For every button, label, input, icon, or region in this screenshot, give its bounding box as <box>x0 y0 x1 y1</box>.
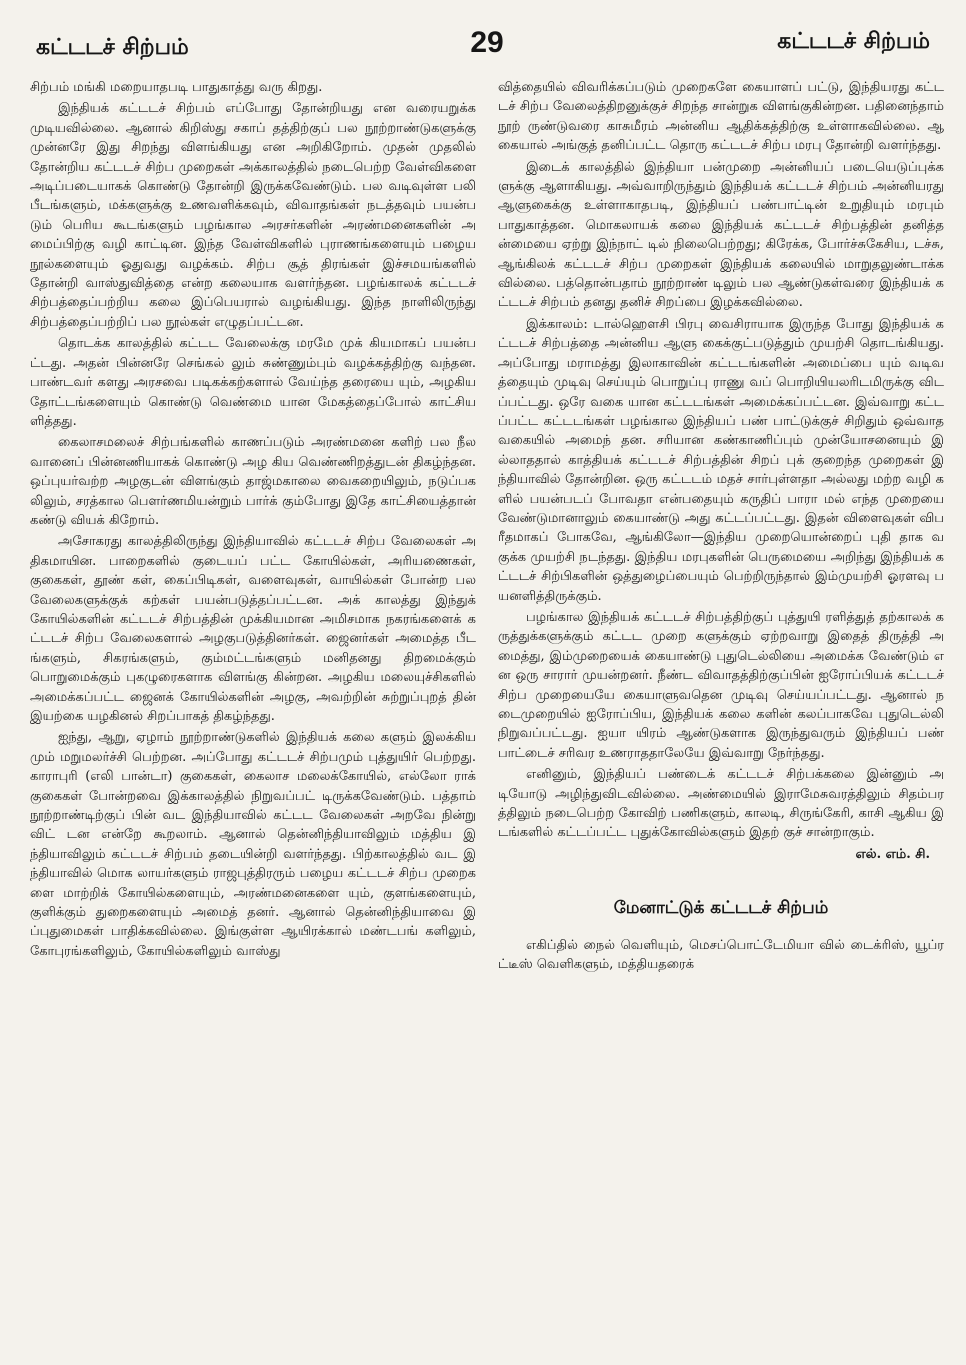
page-header <box>30 26 944 72</box>
right-column <box>498 78 944 1358</box>
section-heading: மேனாட்டுக் கட்டடச் சிற்பம் <box>613 897 829 918</box>
paragraph: வித்தையில் விவரிக்கப்படும் முறைகளே கையாளப் பட்டு, இந்தியரது கட்டடச் சிற்ப வேலைத்திறனுக்குச் சிறந்த சான்றுக விளங்குகின்றன. பதினைந்தாம் நூற் ருண்டுவரை காசுமீரம் அன்னிய ஆதிக்கத்திற்கு உள்ளாகவில்லை. ஆகையால் அங்குத் தனிப்பட்ட தொரு கட்டடச் சிற்ப மரபு தோன்றி வளர்ந்தது. <box>498 80 944 154</box>
paragraph: சிற்பம் மங்கி மறையாதபடி பாதுகாத்து வரு கிறது. <box>30 80 323 95</box>
running-title-right: கட்டடச் சிற்பம் <box>777 28 930 54</box>
paragraph: எனினும், இந்தியப் பண்டைக் கட்டடச் சிற்பக்கலை இன்னும் அடியோடு அழிந்துவிடவில்லை. அண்மையில் இராமேசுவரத்திலும் சிதம்பரத்திலும் நடைபெற்ற கோவிற் பணிகளும், காலடி, சிருங்கேரி, காசி ஆகிய இடங்களில் கட்டப்பட்ட புதுக்கோவில்களும் இதற் குச் சான்றாகும். <box>498 767 944 841</box>
running-title-left: கட்டடச் சிற்பம் <box>36 34 189 60</box>
left-column <box>30 78 476 1358</box>
text-columns <box>30 78 944 1358</box>
author-initials: எல். எம். சி. <box>855 846 930 862</box>
paragraph: எகிப்தில் நைல் வெளியும், மெசப்பொட்டேமியா வில் டைக்ரிஸ், யூப்ரட்டீஸ் வெளிகளும், மத்தியதரைக் <box>498 937 944 973</box>
paragraph: இடைக் காலத்தில் இந்தியா பன்முறை அன்னியப் படையெடுப்புக்களுக்கு ஆளாகியது. அவ்வாறிருந்தும் இந்தியக் கட்டடச் சிற்பம் அன்னியரது ஆளுகைக்கு உள்ளாகாதபடி, இந்தியப் பண்பாட்டின் உறுதியும் மரபும் பாதுகாத்தன. மொகலாயக் கலை இந்தியக் கட்டடச் சிற்பத்தின் தனித்தன்மையை ஏற்று இந்நாட் டில் நிலைபெற்றது; கிரேக்க, போர்ச்சுகேசிய, டச்சு, ஆங்கிலக் கட்டடச் சிற்ப முறைகள் இந்தியக் கலையில் மாறுதலுண்டாக்கவில்லை. பத்தொன்பதாம் நூற்றாண் டிலும் பல ஆண்டுகள்வரை இந்தியக் கட்டடச் சிற்பம் தனது தனிச் சிறப்பை இழக்கவில்லை. <box>498 159 944 311</box>
paragraph: கைலாசமலைச் சிற்பங்களில் காணப்படும் அரண்மனை களிற் பல நீல வானைப் பின்னணியாகக் கொண்டு அழ கிய வெண்ணிறத்துடன் திகழ்ந்தன. ஒப்புயர்வற்ற அழகுடன் விளங்கும் தாஜ்மகாலை வைகறையிலும், நடுப்பகலிலும், சரத்கால பௌர்ணமியன்றும் பார்க் கும்போது இதே காட்சியைத்தான் கண்டு வியக் கிறோம். <box>30 435 476 528</box>
paragraph: பழங்கால இந்தியக் கட்டடச் சிற்பத்திற்குப் புத்துயி ரளித்துத் தற்காலக் கருத்துக்களுக்கும் கட்டட முறை களுக்கும் ஏற்றவாறு இதைத் திருத்தி அமைத்து, இம்முறையைக் கையாண்டு புதுடெல்லியை அமைக்க வேண்டும் என ஒரு சாரார் முயன்றனர். நீண்ட விவாதத்திற்குப்பின் ஐரோப்பியக் கட்டடச் சிற்ப முறையையே கையாளுவதென முடிவு செய்யப்பட்டது. ஆனால் நடைமுறையில் ஐரோப்பிய, இந்தியக் கலை களின் கலப்பாகவே புதுடெல்லி நிறுவப்பட்டது. ஐயா யிரம் ஆண்டுகளாக இருந்துவரும் இந்தியப் பண் பாட்டைச் சரிவர உணராததாலேயே இவ்வாறு நேர்ந்தது. <box>498 609 944 761</box>
paragraph: அசோகரது காலத்திலிருந்து இந்தியாவில் கட்டடச் சிற்ப வேலைகள் அதிகமாயின. பாறைகளில் குடையப் பட்ட கோயில்கள், அரியணைகள், குகைகள், தூண் கள், கைப்பிடிகள், வளைவுகள், வாயில்கள் போன்ற பல வேலைகளுக்குக் கற்கள் பயன்படுத்தப்பட்டன. அக் காலத்து இந்துக் கோயில்களின் கட்டடச் சிற்பத்தின் முக்கியமான அமிசமாக நகரங்களைக் கட்டடச் சிற்ப வேலைகளால் அழகுபடுத்தினர்கள். ஜைனர்கள் அமைத்த பீடங்களும், சிகரங்களும், கும்மட்டங்களும் மனிதனது திறமைக்கும் பொறுமைக்கும் புகழுரைகளாக விளங்கு கின்றன. அழகிய மலையுச்சிகளில் அமைக்கப்பட்ட ஜைனக் கோயில்களின் அழகு, அவற்றின் சுற்றுப்புறத் தின் இயற்கை யழகினல் சிறப்பாகத் திகழ்ந்தது. <box>30 534 476 724</box>
paragraph: இக்காலம்: டால்ஹௌசி பிரபு வைசிராயாக இருந்த போது இந்தியக் கட்டடச் சிற்பத்தை அன்னிய ஆளு கைக்குட்படுத்தும் முயற்சி தொடங்கியது. அப்போது மராமத்து இலாகாவின் கட்டடங்களின் அமைப்பை யும் வடிவத்தையும் முடிவு செய்யும் பொறுப்பு ராணு வப் பொறியியலரிடமிருக்கு விடப்பட்டது. ஒரே வகை யான கட்டடங்கள் அமைக்கப்பட்டன. இவ்வாறு கட்டப்பட்ட கட்டடங்கள் பழங்கால இந்தியப் பண் பாட்டுக்குச் சிறிதும் ஒவ்வாத வகையில் அமைந் தன. சரியான கண்காணிப்பும் முன்யோசனையும் இல்லாததால் காத்தியக் கட்டடச் சிற்பத்தின் சிறப் புக் குறைந்த முறைகள் இந்தியாவில் தோன்றின. ஒரு கட்டடம் மதச் சார்புள்ளதா அல்லது மற்ற வழி களில் பயன்படப் போவதா என்பதையும் கருதிப் பாரா மல் எந்த முறையை வேண்டுமானாலும் கையாண்டு அது கட்டப்பட்டது. இதன் விளைவுகள் விபரீதமாகப் போகவே, ஆங்கிலோ—இந்திய முறையொன்றைப் புதி தாக வகுக்க முயற்சி நடந்தது. இந்திய மரபுகளின் பெருமையை அறிந்து இந்தியக் கட்டடச் சிற்பிகளின் ஒத்துழைப்பையும் பெற்றிருந்தால் இம்முயற்சி ஓரளவு பயனளித்திருக்கும். <box>498 316 944 604</box>
page-number: 29 <box>470 26 504 59</box>
paragraph: இந்தியக் கட்டடச் சிற்பம் எப்போது தோன்றியது என வரையறுக்க முடியவில்லை. ஆனால் கிறிஸ்து சகாப் தத்திற்குப் பல நூற்றாண்டுகளுக்கு முன்னரே இது சிறந்து விளங்கியது என அறிகிறோம். முதன் முதலில் தோன்றிய கட்டடச் சிற்ப முறைகள் அக்காலத்தில் நடைபெற்ற வேள்விகளை அடிப்படையாகக் கொண்டு தோன்றி இருக்கவேண்டும். பல வடிவுள்ள பலி பீடங்களும், மக்களுக்கு உணவளிக்கவும், விவாதங்கள் நடத்தவும் பயன்படும் பெரிய கூடங்களும் பழங்கால அரசர்களின் அரண்மனைகளின் அமைப்பிற்கு வழி காட்டின. இந்த வேள்விகளில் புராணங்களையும் பழைய நூல்களையும் ஓதுவது வழக்கம். சிற்ப சூத் திரங்கள் இச்சமயங்களில் தோன்றி வாஸ்துவித்தை என்ற கலையாக வளர்ந்தன. பழங்காலக் கட்டடச் சிற்பத்தைப்பற்றிய கலை இப்பெயரால் வழங்கியது. இந்த நாளிலிருந்து சிற்பத்தைப்பற்றிப் பல நூல்கள் எழுதப்பட்டன. <box>30 101 476 330</box>
paragraph: ஐந்து, ஆறு, ஏழாம் நூற்றாண்டுகளில் இந்தியக் கலை களும் இலக்கியமும் மறுமலர்ச்சி பெற்றன. அப்போது கட்டடச் சிற்பமும் புத்துயிர் பெற்றது. காராபுரி (எலி பான்டா) குகைகள், கைலாச மலைக்கோயில், எல்லோ ராக் குகைகள் போன்றவை இக்காலத்தில் நிறுவப்பட் டிருக்கவேண்டும். பத்தாம் நூற்றாண்டிற்குப் பின் வட இந்தியாவில் கட்டட வேலைகள் அறவே நின்று விட் டன என்றே கூறலாம். ஆனால் தென்னிந்தியாவிலும் மத்திய இந்தியாவிலும் கட்டடச் சிற்பம் தடையின்றி வளர்ந்தது. பிற்காலத்தில் வட இந்தியாவில் மொக லாயர்களும் ராஜபுத்திரரும் பழைய கட்டடச் சிற்ப முறைகளை மாற்றிக் கோயில்களையும், அரண்மனைகளை யும், குளங்களையும், குளிக்கும் துறைகளையும் அமைத் தனர். ஆனால் தென்னிந்தியாவை இப்புதுமைகள் பாதிக்கவில்லை. இங்குள்ள ஆயிரக்கால் மண்டபங் களிலும், கோபுரங்களிலும், கோயில்களிலும் வாஸ்து <box>30 730 476 959</box>
paragraph: தொடக்க காலத்தில் கட்டட வேலைக்கு மரமே முக் கியமாகப் பயன்பட்டது. அதன் பின்னரே செங்கல் லும் சுண்ணும்பும் வழக்கத்திற்கு வந்தன. பாண்டவர் களது அரசவை படிகக்கற்களால் வேய்ந்த தரையை யும், அழகிய தோட்டங்களையும் கொண்டு வெண்மை யான மேகத்தைப்போல் காட்சியளித்தது. <box>30 336 476 429</box>
